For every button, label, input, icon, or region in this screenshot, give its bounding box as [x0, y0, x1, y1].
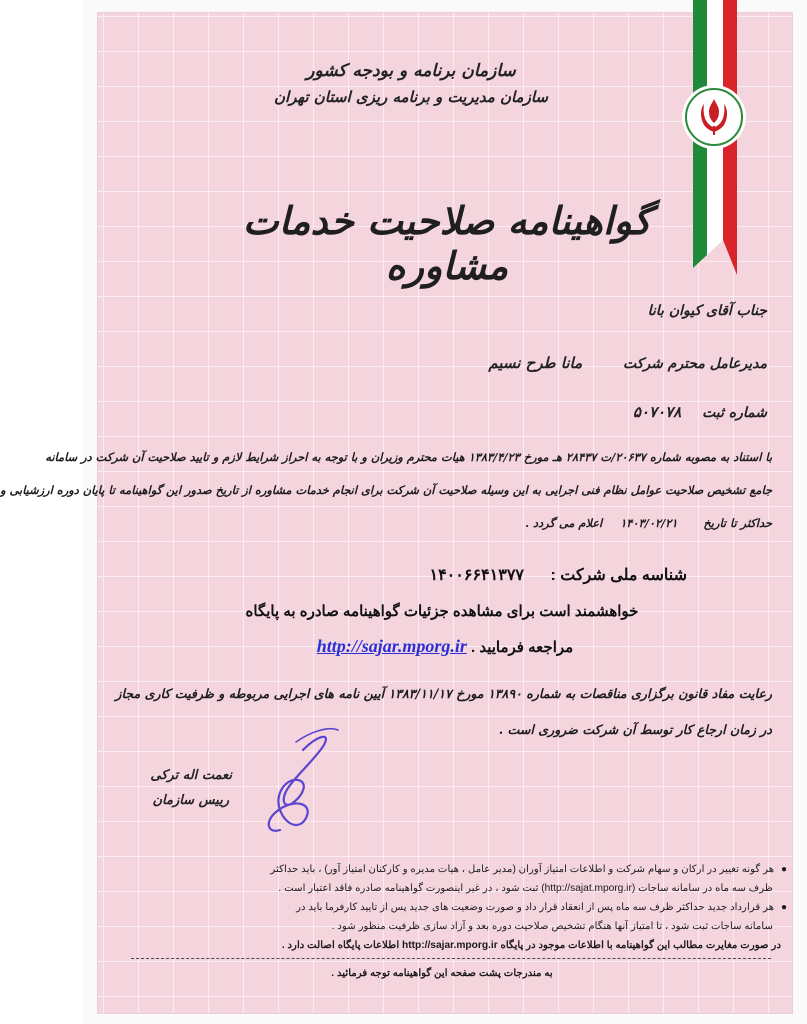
org-name-primary: سازمان برنامه و بودجه کشور: [306, 61, 516, 81]
bullet-icon: ●: [780, 864, 787, 875]
valid-until-label: حداکثر تا تاریخ: [703, 516, 772, 530]
emblem-badge: [685, 88, 743, 146]
iran-emblem-icon: [687, 90, 741, 144]
bullet-icon: ●: [780, 902, 787, 913]
portal-url-link[interactable]: http://sajar.mporg.ir: [316, 636, 467, 656]
org-name-secondary: سازمان مدیریت و برنامه ریزی استان تهران: [274, 88, 548, 106]
tender-law-line-2: در زمان ارجاع کار توسط آن شرکت ضروری است .: [498, 722, 772, 737]
notes-divider: [131, 958, 771, 960]
ceo-label: مدیرعامل محترم شرکت: [623, 356, 767, 372]
registration-label: شماره ثبت: [702, 405, 767, 421]
note-1-line-2: ظرف سه ماه در سامانه ساجات (http://sajat.mporg.ir) ثبت شود ، در غیر اینصورت گواهینامه صادره فاقد اعتبار است .: [278, 883, 773, 894]
note-1-line-1: هر گونه تغییر در ارکان و سهام شرکت و اطلاعات امتیاز آوران (مدیر عامل ، هیات مدیره و کارکنان امتیاز آور) ، باید حداکثر: [270, 864, 775, 875]
note-2-line-2: سامانه ساجات ثبت شود ، تا امتیاز آنها هنگام تشخیص صلاحیت دوره بعد و آزاد سازی ظرفیت منظور شود .: [331, 921, 773, 932]
notes-section: [107, 860, 787, 955]
body-line-3: [117, 507, 772, 540]
note-3-text: در صورت مغایرت مطالب این گواهینامه با اطلاعات موجود در پایگاه http://sajar.mporg.ir اطلاعات پایگاه اصالت دارد .: [281, 940, 781, 951]
announcement-text: اعلام می گردد .: [525, 516, 603, 530]
certificate-title: گواهینامه صلاحیت خدمات مشاوره: [242, 198, 652, 288]
valid-until-date: ۱۴۰۳/۰۲/۲۱: [620, 516, 678, 530]
registration-number: ۵۰۷۰۷۸: [632, 403, 682, 421]
company-name: مانا طرح نسیم: [488, 354, 583, 372]
footer-note: [197, 964, 687, 983]
company-line: [117, 354, 767, 372]
note-1-continued: [107, 879, 787, 898]
portal-request: خواهشمند است برای مشاهده جزئیات گواهینامه صادره به پایگاه: [245, 603, 639, 620]
body-line-2: جامع تشخیص صلاحیت عوامل نظام فنی اجرایی به این وسیله صلاحیت آن شرکت برای انجام خدمات مشاوره از تاریخ صدور این گواهینامه تا پایان دوره ارزشیابی و: [0, 483, 772, 497]
note-2: [107, 898, 787, 917]
signatory-name: نعمت اله ترکی: [150, 768, 232, 783]
note-1: [107, 860, 787, 879]
note-2-line-1: هر قرارداد جدید حداکثر ظرف سه ماه پس از انعقاد قرار داد و صورت وضعیت های جدید پس از تایید کارفرما باید در: [296, 902, 775, 913]
tender-law-line-1: رعایت مفاد قانون برگزاری مناقصات به شماره ۱۳۸۹۰ مورخ ۱۳۸۳/۱۱/۱۷ آیین نامه های اجرایی مربوطه و ظرفیت کاری مجاز: [115, 686, 772, 701]
certificate-body: [0, 441, 772, 540]
registration-line: [117, 403, 767, 421]
portal-refer-text: مراجعه فرمایید .: [471, 639, 574, 656]
footer-note-text: به مندرجات پشت صفحه این گواهینامه توجه فرمائید .: [331, 968, 553, 979]
national-id-line: [197, 565, 687, 585]
portal-line: [197, 636, 687, 657]
signatory-title: رییس سازمان: [152, 793, 229, 808]
greeting: جناب آقای کیوان بانا: [647, 303, 767, 319]
national-id-value: ۱۴۰۰۶۶۴۱۳۷۷: [429, 567, 525, 584]
national-id-label: شناسه ملی شرکت :: [550, 567, 687, 584]
body-line-1: با استناد به مصوبه شماره ۲۰۶۳۷/ت ۲۸۴۳۷ هـ مورخ ۱۳۸۳/۴/۲۳ هیات محترم وزیران و با توجه به احراز شرایط لازم و تایید صلاحیت آن شرکت در سامانه: [45, 450, 772, 464]
note-2-continued: [107, 917, 787, 936]
note-3: [107, 936, 787, 955]
greeting-line: [117, 303, 767, 319]
